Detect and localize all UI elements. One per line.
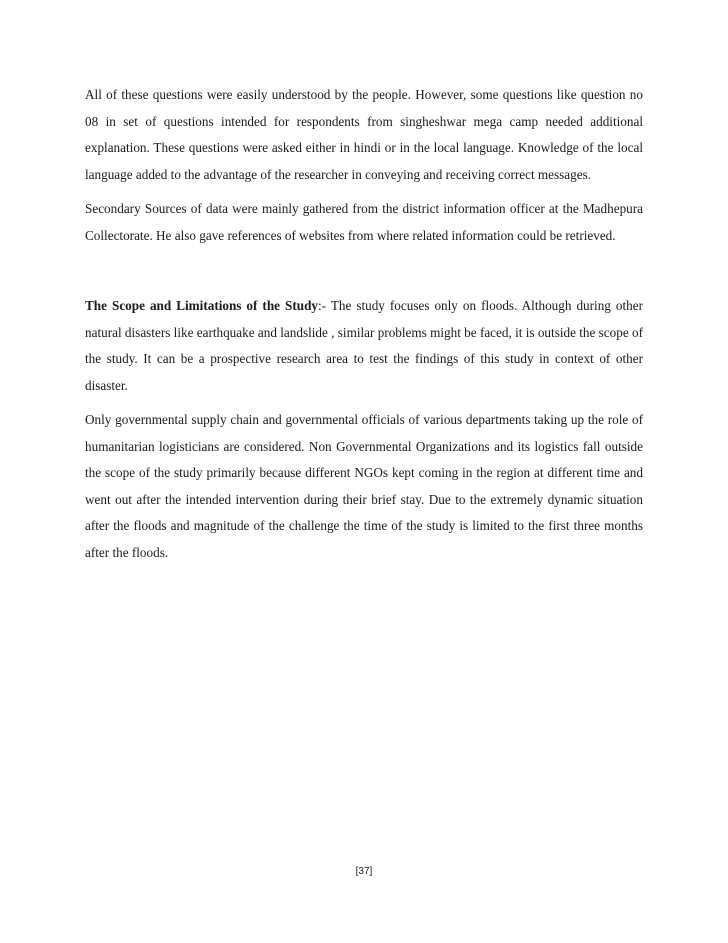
- page-number: [37]: [355, 866, 373, 877]
- document-body: [85, 82, 643, 574]
- scope-heading-text: :- The study focuses only on floods. Although during other natural disasters like earthquake and landslide , similar problems might be faced, it is outside the scope of the study. It can be a prospective research area to test the findings of this study in context of other disaster.: [85, 298, 643, 393]
- paragraph-governmental-supply-chain: Only governmental supply chain and governmental officials of various departments taking up the role of humanitarian logisticians are considered. Non Governmental Organizations and its logistics fall outside the scope of the study primarily because different NGOs kept coming in the region at different time and went out after the intended intervention during their brief stay. Due to the extremely dynamic situation after the floods and magnitude of the challenge the time of the study is limited to the first three months after the floods.: [85, 412, 643, 560]
- paragraph-scope-and-limitations: [85, 293, 643, 399]
- section-heading-scope: The Scope and Limitations of the Study: [85, 298, 318, 313]
- paragraph-secondary-sources: Secondary Sources of data were mainly gathered from the district information officer at the Madhepura Collectorate. He also gave references of websites from where related information could be retrieved.: [85, 201, 643, 243]
- paragraph-questions-understood: All of these questions were easily understood by the people. However, some questions like question no 08 in set of questions intended for respondents from singheshwar mega camp needed additional explanation. These questions were asked either in hindi or in the local language. Knowledge of the local language added to the advantage of the researcher in conveying and receiving correct messages.: [85, 87, 643, 182]
- section-spacer: [85, 257, 643, 293]
